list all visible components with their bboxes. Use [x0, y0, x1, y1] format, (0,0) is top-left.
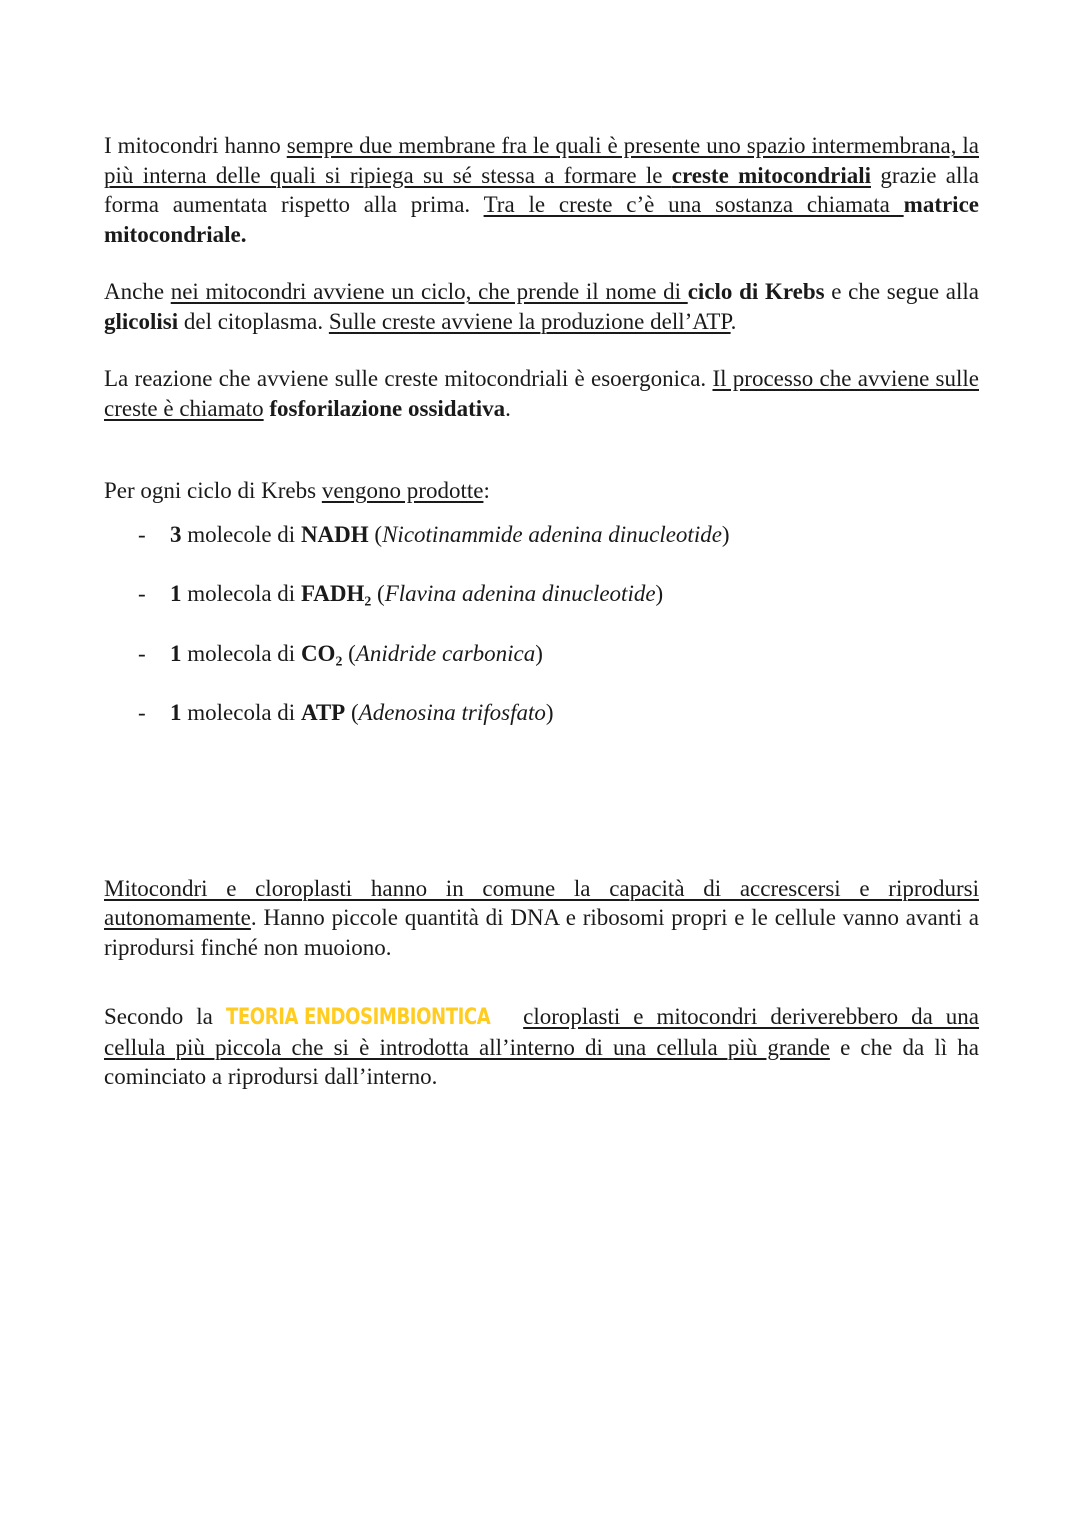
text-span: . [730, 308, 737, 334]
underlined-text: Mitocondri e cloroplasti hanno in comune la capacità di accrescersi e riprodursi autonomamente [104, 875, 979, 930]
list-item [104, 520, 979, 580]
molecule-count: 1 [170, 581, 182, 606]
text-span: grazie alla forma aumentata rispetto alla prima. [104, 162, 979, 217]
molecule-count: 3 [170, 521, 182, 547]
text-span: molecola di [181, 640, 301, 666]
text-span: Anche [104, 279, 171, 304]
list-bullet: - [138, 700, 146, 725]
molecule-name: Adenosina trifosfato [358, 700, 546, 725]
text-span: ) [721, 521, 730, 547]
molecule-formula: FADH₂ [300, 581, 372, 606]
underlined-text: cloroplasti e mitocondri deriverebbero da una cellula più piccola che si è introdotta all’interno di una cellula più grande [104, 1004, 980, 1060]
molecule-formula: NADH [300, 521, 369, 547]
molecule-name: Anidride carbonica [355, 640, 536, 666]
text-span: ( [342, 640, 356, 666]
bold-term-creste: creste mitocondriali [671, 162, 871, 188]
text-span: molecola di [181, 581, 301, 606]
document-body [104, 131, 979, 1092]
text-span: molecole di [181, 521, 301, 547]
underlined-text: nei mitocondri avviene un ciclo, che prende il nome di [170, 279, 688, 304]
underlined-text: sempre due membrane fra le quali è presente uno spazio intermembrana, la più interna delle quali si ripiega su sé stessa a formare le [104, 133, 979, 188]
text-span: ( [345, 700, 359, 725]
text-span: La reazione che avviene sulle creste mitocondriali è esoergonica. [104, 366, 713, 391]
highlighted-title-teoria: TEORIA ENDOSIMBIONTICA [225, 1005, 491, 1030]
list-bullet: - [138, 521, 146, 547]
text-span: . [505, 395, 511, 421]
text-span: molecola di [181, 700, 301, 725]
underlined-text: Il processo che avviene sulle creste è chiamato [104, 366, 979, 421]
paragraph-oxidative-phosphorylation [104, 364, 979, 423]
bold-term-glicolisi: glicolisi [104, 308, 179, 334]
text-span: ( [368, 521, 383, 547]
text-span: . Hanno piccole quantità di DNA e ribosomi propri e le cellule vanno avanti a riprodursi finché non muoiono. [104, 905, 979, 960]
text-span: e che da lì ha cominciato a riprodursi dall’interno. [104, 1034, 979, 1089]
bold-term-fosforilazione: fosforilazione ossidativa [269, 395, 506, 421]
paragraph-autonomous-reproduction [104, 874, 979, 963]
text-span: : [483, 478, 490, 503]
molecule-name: Flavina adenina dinucleotide [384, 581, 656, 606]
products-list [104, 520, 979, 758]
paragraph-products-intro [104, 476, 979, 506]
text-span: Secondo la [104, 1004, 226, 1029]
molecule-formula: ATP [300, 700, 346, 725]
list-item [104, 639, 979, 699]
text-span: del citoplasma. [178, 308, 329, 334]
underlined-text: Tra le creste c’è una sostanza chiamata [483, 192, 904, 217]
bold-term-matrice: matrice mitocondriale. [104, 192, 979, 247]
list-item [104, 698, 979, 758]
text-span: I mitocondri hanno [104, 133, 287, 158]
text-span: ) [655, 581, 664, 606]
text-span: Per ogni ciclo di Krebs [104, 478, 322, 503]
text-span: ) [545, 700, 554, 725]
molecule-name: Nicotinammide adenina dinucleotide [382, 521, 722, 547]
paragraph-mitochondria-structure [104, 131, 979, 249]
molecule-formula: CO₂ [300, 640, 343, 666]
text-span: ) [535, 640, 543, 666]
text-span [510, 1004, 523, 1029]
underlined-text: Sulle creste avviene la produzione dell’ATP [328, 308, 731, 334]
list-bullet: - [138, 640, 146, 666]
list-item [104, 579, 979, 639]
list-bullet: - [138, 581, 146, 606]
paragraph-endosymbiotic-theory [104, 1002, 979, 1092]
text-span: ( [371, 581, 385, 606]
molecule-count: 1 [170, 640, 182, 666]
text-span: e che segue alla [824, 279, 979, 304]
underlined-text: vengono prodotte [321, 478, 484, 503]
paragraph-krebs-cycle [104, 277, 979, 336]
molecule-count: 1 [170, 700, 182, 725]
bold-term-krebs: ciclo di Krebs [687, 279, 825, 304]
